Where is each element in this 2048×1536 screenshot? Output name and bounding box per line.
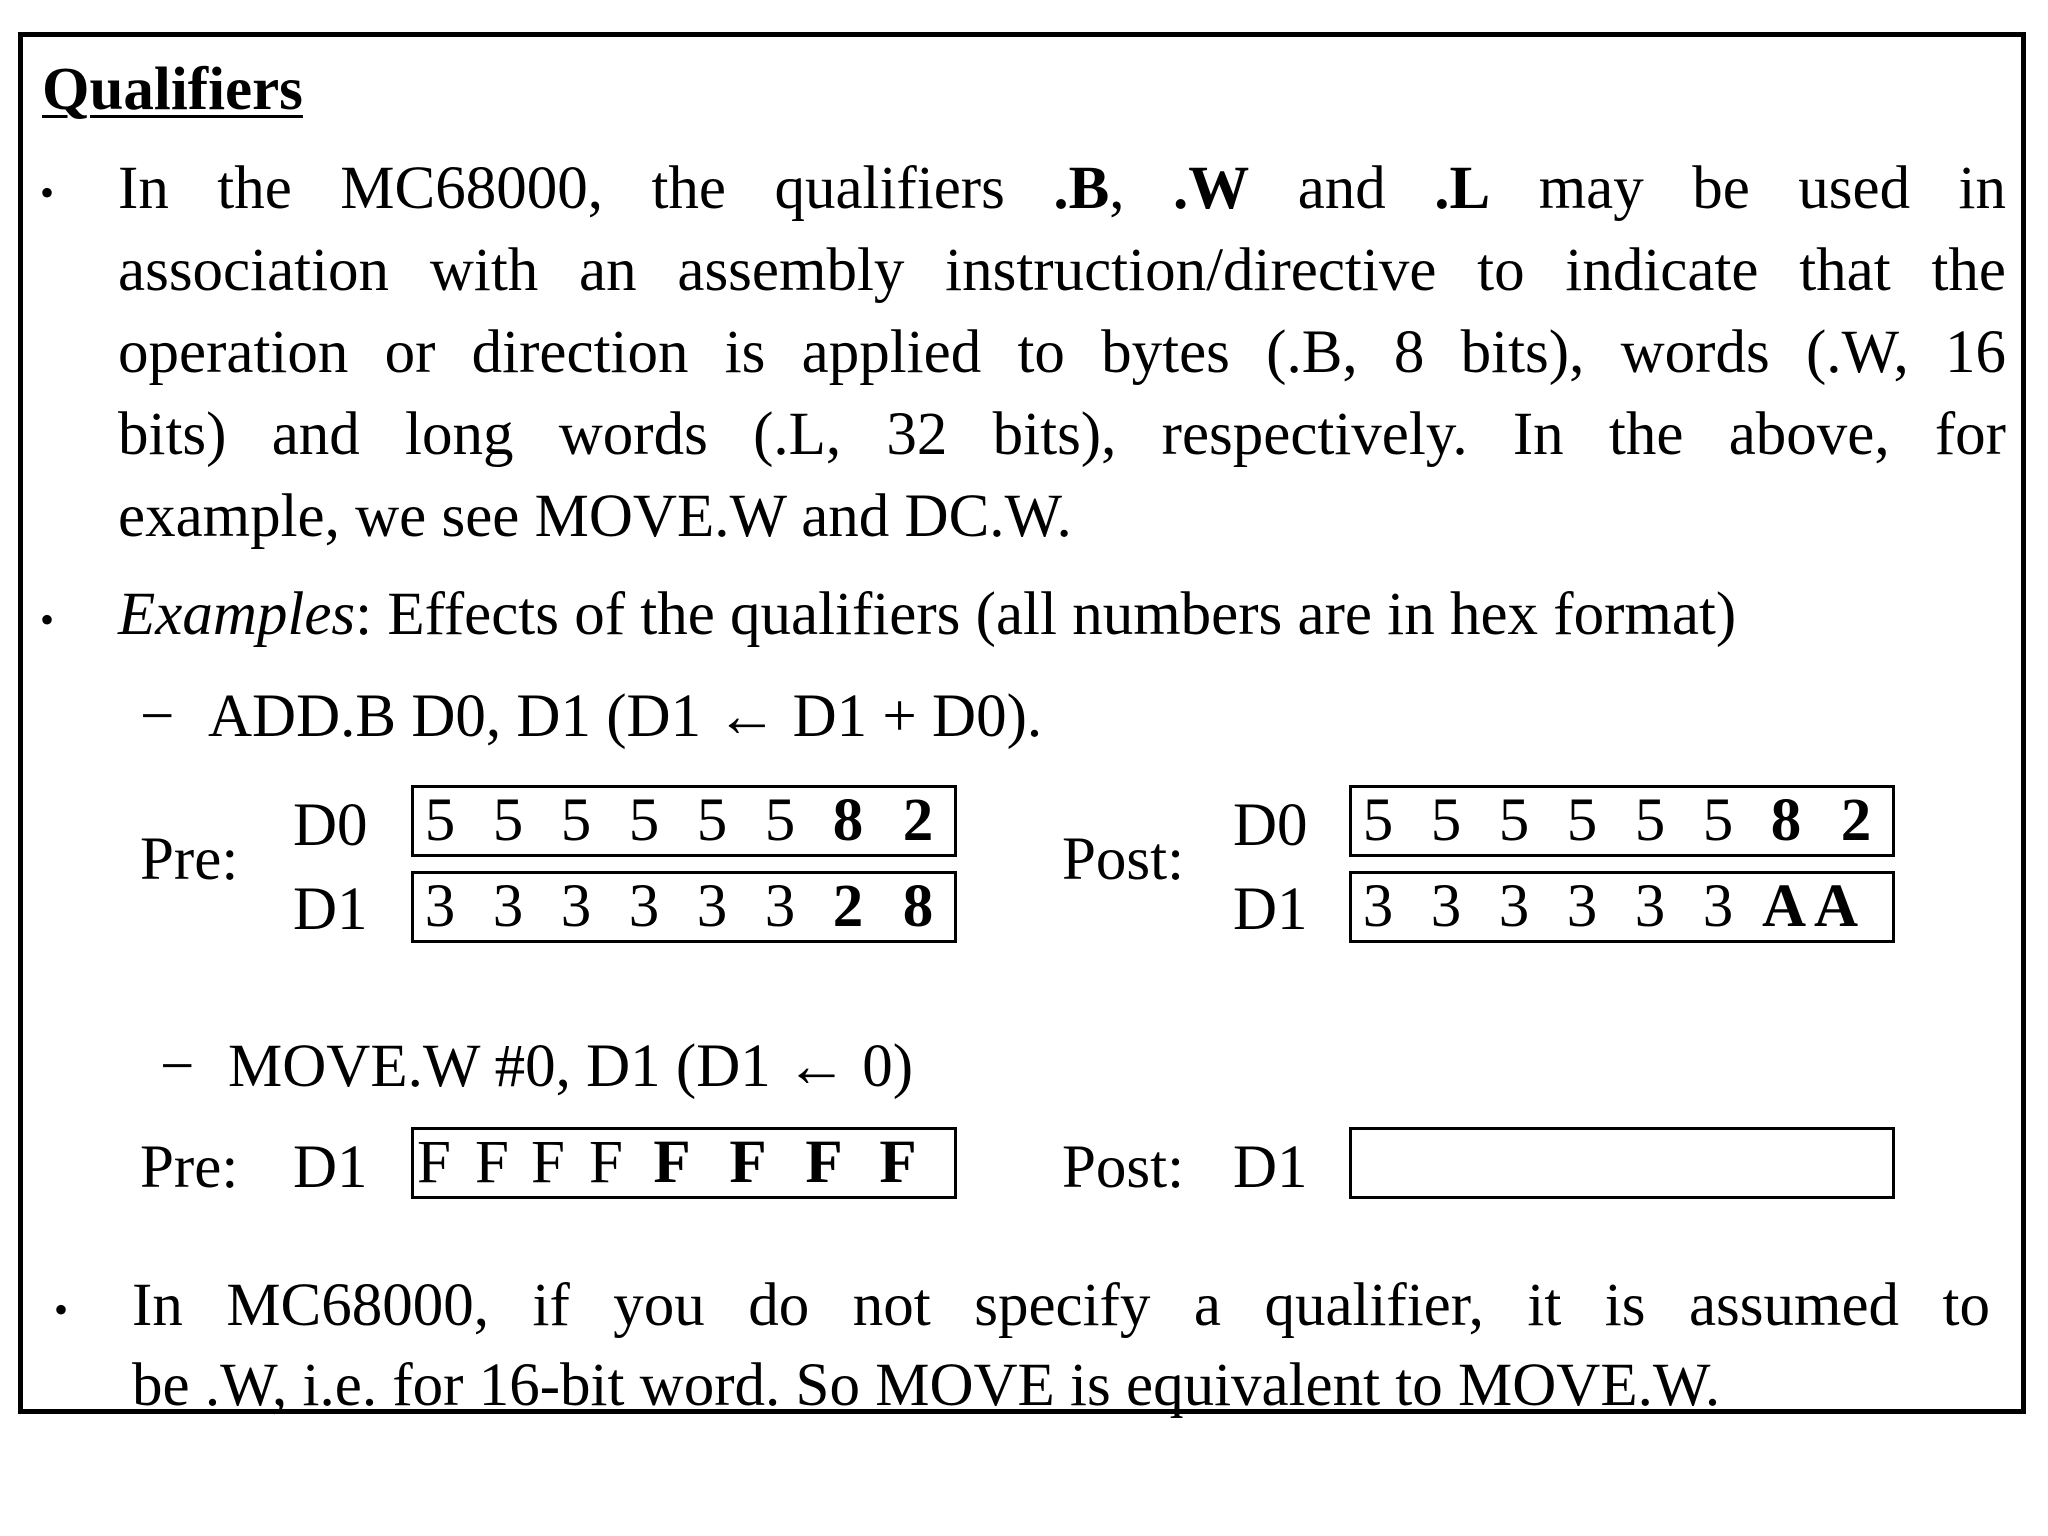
register-digit: 8 <box>1770 787 1802 854</box>
register-digit: F <box>653 1129 691 1196</box>
register-digit: 3 <box>424 873 456 940</box>
register-digit: F <box>729 1129 767 1196</box>
register-digit: 5 <box>628 787 660 854</box>
register-digit: 3 <box>560 873 592 940</box>
register-digit: 5 <box>1362 787 1394 854</box>
bullet1-line2: association with an assembly instruction/directive to indicate that the <box>118 237 2006 304</box>
bullet3-line1: In MC68000, if you do not specify a qualifier, it is assumed to <box>132 1272 1990 1339</box>
register-digit: 3 <box>764 873 796 940</box>
bullet-marker: • <box>40 597 55 642</box>
register-ex2-pre-d1 <box>411 1127 957 1199</box>
register-digit: 3 <box>696 873 728 940</box>
bullet-marker: • <box>40 170 55 215</box>
register-digit: 8 <box>902 873 934 940</box>
example2-dash: − <box>160 1033 195 1100</box>
example2-pre-d1-label: D1 <box>293 1134 368 1201</box>
bullet1-line4: bits) and long words (.L, 32 bits), respectively. In the above, for <box>118 401 2006 468</box>
bullet1-text-post: may be used in <box>1538 155 2007 222</box>
register-digit: A <box>1813 873 1859 940</box>
register-pre-d1 <box>411 871 957 943</box>
register-digit: 5 <box>424 787 456 854</box>
example2-post-label: Post: <box>1062 1134 1185 1201</box>
register-digit: A <box>1761 873 1807 940</box>
register-post-d0 <box>1349 785 1895 857</box>
register-digit: 8 <box>832 787 864 854</box>
register-digit: F <box>417 1129 451 1196</box>
example2-pre-label: Pre: <box>140 1134 239 1201</box>
example1-instruction: ADD.B D0, D1 (D1 ← D1 + D0). <box>208 683 1043 750</box>
example1-post-d0-label: D0 <box>1233 792 1308 859</box>
register-digit: 3 <box>492 873 524 940</box>
register-post-d1 <box>1349 871 1895 943</box>
register-digit: 2 <box>902 787 934 854</box>
bullet3-line2: be .W, i.e. for 16-bit word. So MOVE is equivalent to MOVE.W. <box>132 1352 1721 1419</box>
examples-label: Examples <box>118 581 356 648</box>
register-digit: F <box>879 1129 917 1196</box>
register-digit: 5 <box>1702 787 1734 854</box>
example1-dash: − <box>140 683 175 750</box>
register-digit: 5 <box>560 787 592 854</box>
example1-post-label: Post: <box>1062 826 1185 893</box>
bullet1-line5: example, we see MOVE.W and DC.W. <box>118 483 1072 550</box>
register-digit: 5 <box>764 787 796 854</box>
register-digit: 3 <box>1430 873 1462 940</box>
register-digit: 3 <box>1362 873 1394 940</box>
register-digit: 5 <box>1498 787 1530 854</box>
bullet1-text-pre: In the MC68000, the qualifiers <box>118 155 1005 222</box>
register-digit: 5 <box>696 787 728 854</box>
register-digit: F <box>805 1129 843 1196</box>
register-digit: 2 <box>832 873 864 940</box>
example2-post-d1-label: D1 <box>1233 1134 1308 1201</box>
qualifier-w: .W <box>1172 155 1250 222</box>
qualifier-b: .B <box>1053 155 1110 222</box>
bullet1-and: and <box>1297 155 1386 222</box>
register-digit: 3 <box>1634 873 1666 940</box>
register-ex2-post-d1[interactable] <box>1349 1127 1895 1199</box>
register-digit: 5 <box>1430 787 1462 854</box>
register-pre-d0 <box>411 785 957 857</box>
register-digit: 3 <box>628 873 660 940</box>
bullet1-line3: operation or direction is applied to bytes (.B, 8 bits), words (.W, 16 <box>118 319 2006 386</box>
register-digit: 5 <box>1566 787 1598 854</box>
example2-instruction: MOVE.W #0, D1 (D1 ← 0) <box>228 1033 914 1100</box>
example1-post-d1-label: D1 <box>1233 876 1308 943</box>
register-digit: 3 <box>1498 873 1530 940</box>
register-digit: F <box>475 1129 509 1196</box>
example1-pre-d1-label: D1 <box>293 876 368 943</box>
bullet-marker: • <box>54 1287 69 1332</box>
bullet1-line1 <box>118 148 2006 230</box>
example1-pre-label: Pre: <box>140 826 239 893</box>
slide-title: Qualifiers <box>42 56 303 123</box>
register-digit: F <box>531 1129 565 1196</box>
register-digit: 5 <box>1634 787 1666 854</box>
bullet2-description: : Effects of the qualifiers (all numbers are in hex format) <box>355 581 1737 648</box>
bullet2-text <box>118 575 1736 655</box>
register-digit: 3 <box>1702 873 1734 940</box>
register-digit: 5 <box>492 787 524 854</box>
register-digit: F <box>589 1129 623 1196</box>
register-digit: 3 <box>1566 873 1598 940</box>
example1-pre-d0-label: D0 <box>293 792 368 859</box>
bullet1-comma: , <box>1109 155 1125 222</box>
qualifier-l: .L <box>1434 155 1491 222</box>
register-digit: 2 <box>1840 787 1872 854</box>
